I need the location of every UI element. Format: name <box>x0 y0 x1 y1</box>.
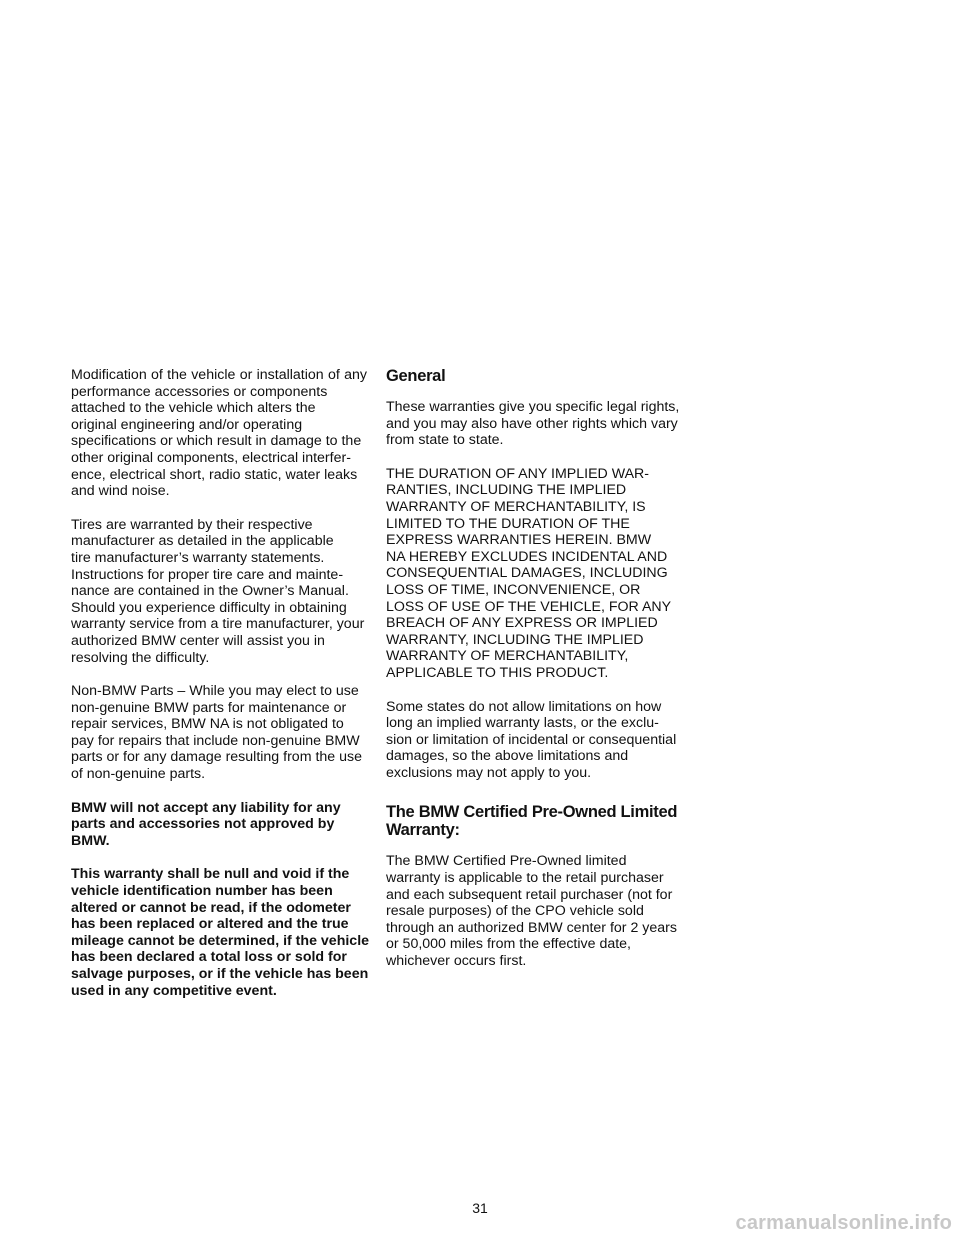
watermark: carmanualsonline.info <box>735 1212 952 1234</box>
text-line: LIMITED TO THE DURATION OF THE <box>386 515 630 532</box>
non-bmw-parts-paragraph <box>71 683 367 783</box>
text-line: Modification of the vehicle or installation of any <box>71 367 367 383</box>
text-line: Instructions for proper tire care and mainte- <box>71 566 344 583</box>
text-line: BMW. <box>71 832 110 849</box>
text-line: WARRANTY OF MERCHANTABILITY, <box>386 648 629 665</box>
text-line: Tires are warranted by their respective <box>71 516 313 533</box>
text-line: tire manufacturer’s warranty statements. <box>71 549 325 566</box>
text-line: ence, electrical short, radio static, water leaks <box>71 466 358 483</box>
liability-paragraph <box>71 800 367 850</box>
text-line: has been declared a total loss or sold for <box>71 949 347 966</box>
void-warranty-paragraph <box>71 866 370 999</box>
text-line: BMW will not accept any liability for any <box>71 799 341 816</box>
text-line: warranty is applicable to the retail purchaser <box>386 870 664 887</box>
modification-paragraph <box>71 367 367 500</box>
text-line: performance accessories or components <box>71 383 328 400</box>
page-number: 31 <box>472 1200 488 1216</box>
text-line: and you may also have other rights which vary <box>386 415 678 432</box>
text-line: whichever occurs first. <box>386 953 527 970</box>
text-line: exclusions may not apply to you. <box>386 764 592 781</box>
text-line: warranty service from a tire manufacturer, your <box>71 616 365 633</box>
right-column <box>386 367 686 987</box>
text-line: used in any competitive event. <box>71 982 277 999</box>
text-line: long an implied warranty lasts, or the exclu- <box>386 715 659 732</box>
text-line: from state to state. <box>386 432 504 449</box>
text-line: This warranty shall be null and void if the <box>71 866 350 883</box>
text-line: WARRANTY, INCLUDING THE IMPLIED <box>386 631 644 648</box>
text-line: nance are contained in the Owner’s Manual. <box>71 583 349 600</box>
text-line: damages, so the above limitations and <box>386 748 629 765</box>
text-line: attached to the vehicle which alters the <box>71 400 316 417</box>
state-limitations-paragraph <box>386 699 686 782</box>
text-line: salvage purposes, or if the vehicle has been <box>71 966 369 982</box>
cpo-warranty-paragraph <box>386 853 686 969</box>
text-line: through an authorized BMW center for 2 years <box>386 919 677 936</box>
text-line: vehicle identification number has been <box>71 883 333 900</box>
legal-rights-paragraph <box>386 399 686 449</box>
text-line: WARRANTY OF MERCHANTABILITY, IS <box>386 498 646 515</box>
text-line: BREACH OF ANY EXPRESS OR IMPLIED <box>386 615 658 632</box>
section-heading-cpo-warranty <box>386 803 686 839</box>
text-line: original engineering and/or operating <box>71 416 303 433</box>
text-line: of non-genuine parts. <box>71 766 206 783</box>
text-line: parts and accessories not approved by <box>71 816 335 833</box>
text-line: LOSS OF TIME, INCONVENIENCE, OR <box>386 581 641 598</box>
text-line: has been replaced or altered and the true <box>71 916 349 933</box>
implied-warranties-paragraph <box>386 466 686 682</box>
text-line: parts or for any damage resulting from the use <box>71 749 362 766</box>
text-line: CONSEQUENTIAL DAMAGES, INCLUDING <box>386 565 668 582</box>
text-line: NA HEREBY EXCLUDES INCIDENTAL AND <box>386 548 668 565</box>
text-line: Some states do not allow limitations on how <box>386 698 662 715</box>
text-line: and wind noise. <box>71 483 170 500</box>
text-line: repair services, BMW NA is not obligated to <box>71 716 344 733</box>
text-line: specifications or which result in damage to the <box>71 433 362 450</box>
text-line: authorized BMW center will assist you in <box>71 632 325 649</box>
text-line: or 50,000 miles from the effective date, <box>386 936 631 953</box>
left-column <box>71 367 370 1016</box>
text-line: APPLICABLE TO THIS PRODUCT. <box>386 664 609 681</box>
text-line: THE DURATION OF ANY IMPLIED WAR- <box>386 465 650 482</box>
text-line: Non-BMW Parts – While you may elect to use <box>71 683 359 700</box>
text-line: resolving the difficulty. <box>71 649 210 666</box>
heading-line: The BMW Certified Pre-Owned Limited <box>386 803 678 822</box>
tires-paragraph <box>71 517 367 666</box>
text-line: manufacturer as detailed in the applicable <box>71 533 334 550</box>
text-line: The BMW Certified Pre-Owned limited <box>386 853 627 870</box>
text-line: mileage cannot be determined, if the vehicle <box>71 932 370 949</box>
text-line: LOSS OF USE OF THE VEHICLE, FOR ANY <box>386 598 672 615</box>
text-line: and each subsequent retail purchaser (not for <box>386 886 673 903</box>
text-line: resale purposes) of the CPO vehicle sold <box>386 903 644 920</box>
text-line: sion or limitation of incidental or consequential <box>386 731 677 748</box>
text-line: non-genuine BMW parts for maintenance or <box>71 699 347 716</box>
text-line: EXPRESS WARRANTIES HEREIN. BMW <box>386 532 652 549</box>
text-line: pay for repairs that include non-genuine BMW <box>71 732 360 749</box>
text-line: other original components, electrical interfer- <box>71 449 351 466</box>
heading-line: Warranty: <box>386 821 460 840</box>
text-line: RANTIES, INCLUDING THE IMPLIED <box>386 482 627 499</box>
text-line: These warranties give you specific legal rights, <box>386 399 680 415</box>
text-line: Should you experience difficulty in obtaining <box>71 599 347 616</box>
text-line: altered or cannot be read, if the odometer <box>71 899 351 916</box>
section-heading-general: General <box>386 367 446 385</box>
